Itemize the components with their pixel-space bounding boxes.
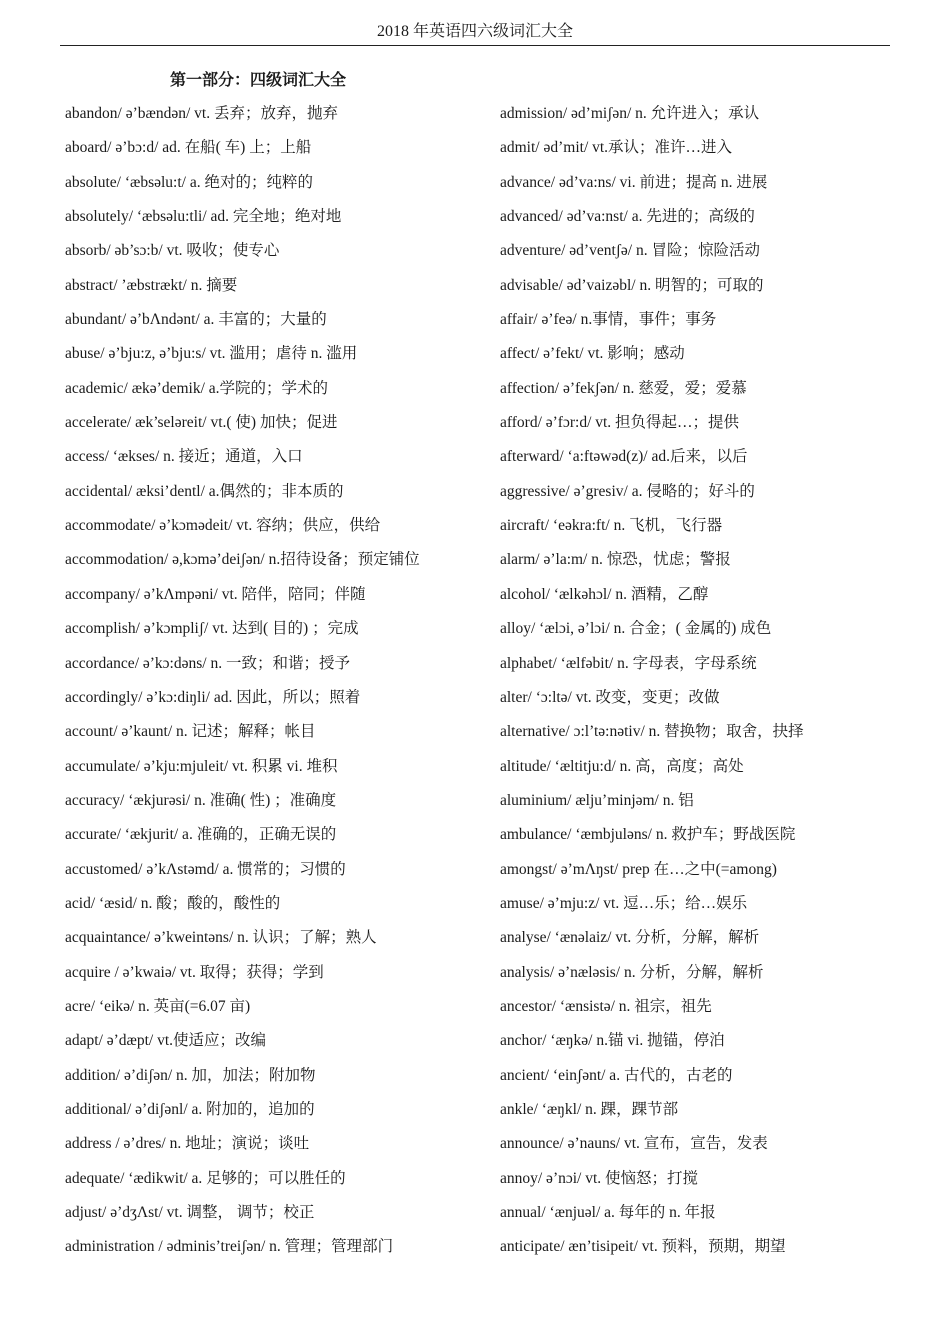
vocab-entry: accidental/ æksi’dentl/ a.偶然的；非本质的 <box>65 482 344 500</box>
vocab-entry: accommodation/ ə,kɔmə’deiʃən/ n.招待设备；预定铺位 <box>65 551 420 569</box>
vocab-entry: accelerate/ æk’seləreit/ vt.( 使) 加快；促进 <box>65 414 338 432</box>
page-header-title: 2018 年英语四六级词汇大全 <box>376 23 573 40</box>
vocab-entry: adapt/ ə’dæpt/ vt.使适应；改编 <box>65 1032 267 1050</box>
vocab-entry: access/ ‘ækses/ n. 接近；通道，入口 <box>65 448 303 466</box>
vocab-entry: acquaintance/ ə’kweintəns/ n. 认识；了解；熟人 <box>65 929 377 947</box>
vocab-entry: accurate/ ‘ækjurit/ a. 准确的，正确无误的 <box>65 826 337 844</box>
vocab-entry: annoy/ ə’nɔi/ vt. 使恼怒；打搅 <box>500 1169 699 1187</box>
vocab-entry: aggressive/ ə’gresiv/ a. 侵略的；好斗的 <box>500 482 755 500</box>
vocab-entry: acquire / ə’kwaiə/ vt. 取得；获得；学到 <box>65 963 324 981</box>
vocab-entry: ankle/ ‘æŋkl/ n. 踝，踝节部 <box>500 1100 679 1118</box>
vocab-entry: annual/ ‘ænjuəl/ a. 每年的 n. 年报 <box>500 1204 716 1221</box>
vocab-entry: adjust/ ə’dʒΛst/ vt. 调整， 调节；校正 <box>65 1204 315 1221</box>
vocab-entry: accordingly/ ə’kɔ:diŋli/ ad. 因此，所以；照着 <box>65 688 361 706</box>
section-title: 第一部分：四级词汇大全 <box>170 72 347 89</box>
vocab-entry: absorb/ əb’sɔ:b/ vt. 吸收；使专心 <box>65 242 280 260</box>
vocab-entry: ancestor/ ‘ænsistə/ n. 祖宗，祖先 <box>500 997 712 1015</box>
vocab-entry: affect/ ə’fekt/ vt. 影响；感动 <box>500 345 685 363</box>
vocab-entry: ambulance/ ‘æmbjuləns/ n. 救护车；野战医院 <box>500 826 796 844</box>
vocab-entry: abundant/ ə’bΛndənt/ a. 丰富的；大量的 <box>65 311 327 329</box>
vocab-entry: adventure/ əd’ventʃə/ n. 冒险；惊险活动 <box>500 242 760 260</box>
vocab-entry: affection/ ə’fekʃən/ n. 慈爱，爱；爱慕 <box>500 379 747 397</box>
vocab-entry: affair/ ə’feə/ n.事情，事件；事务 <box>500 311 717 329</box>
vocab-entry: alphabet/ ‘ælfəbit/ n. 字母表，字母系统 <box>500 654 757 672</box>
vocab-entry: accomplish/ ə’kɔmpliʃ/ vt. 达到( 目的) ；完成 <box>65 620 359 638</box>
page-header <box>60 18 890 46</box>
vocab-entry: addition/ ə’diʃən/ n. 加，加法；附加物 <box>65 1066 316 1084</box>
vocab-entry: advisable/ əd’vaizəbl/ n. 明智的；可取的 <box>500 276 764 294</box>
vocab-entry: abstract/ ’æbstrækt/ n. 摘要 <box>65 276 238 294</box>
vocab-entry: accommodate/ ə’kɔmədeit/ vt. 容纳；供应，供给 <box>65 517 381 535</box>
vocab-entry: accumulate/ ə’kju:mjuleit/ vt. 积累 vi. 堆积 <box>65 757 338 775</box>
vocab-entry: afford/ ə’fɔr:d/ vt. 担负得起…；提供 <box>500 414 740 432</box>
vocab-entry: acre/ ‘eikə/ n. 英亩(=6.07 亩) <box>65 997 251 1015</box>
vocab-entry: academic/ ækə’demik/ a.学院的；学术的 <box>65 379 329 397</box>
vocab-entry: aluminium/ ælju’minjəm/ n. 铝 <box>500 791 694 809</box>
vocab-entry: admission/ əd’miʃən/ n. 允许进入；承认 <box>500 105 760 122</box>
vocab-entry: adequate/ ‘ædikwit/ a. 足够的；可以胜任的 <box>65 1169 346 1187</box>
vocab-entry: aircraft/ ‘eəkra:ft/ n. 飞机，飞行器 <box>500 517 723 535</box>
vocab-entry: alter/ ‘ɔ:ltə/ vt. 改变，变更；改做 <box>500 688 720 706</box>
vocab-entry: accordance/ ə’kɔ:dəns/ n. 一致；和谐；授予 <box>65 654 350 672</box>
vocab-entry: anchor/ ‘æŋkə/ n.锚 vi. 抛锚，停泊 <box>500 1032 725 1050</box>
vocab-entry: accompany/ ə’kΛmpəni/ vt. 陪伴，陪同；伴随 <box>65 585 366 603</box>
vocab-entry: alloy/ ‘ælɔi, ə’lɔi/ n. 合金；( 金属的) 成色 <box>500 620 772 638</box>
vocab-entry: anticipate/ æn’tisipeit/ vt. 预料，预期，期望 <box>500 1238 786 1256</box>
vocab-column-right <box>500 97 920 1265</box>
vocab-entry: address / ə’dres/ n. 地址；演说；谈吐 <box>65 1135 310 1153</box>
vocab-entry: abuse/ ə’bju:z, ə’bju:s/ vt. 滥用；虐待 n. 滥用 <box>65 345 358 363</box>
vocab-entry: alarm/ ə’la:m/ n. 惊恐，忧虑；警报 <box>500 551 731 569</box>
vocab-column-left <box>65 97 495 1265</box>
vocab-entry: announce/ ə’nauns/ vt. 宣布，宣告，发表 <box>500 1135 768 1153</box>
vocab-entry: advanced/ əd’va:nst/ a. 先进的；高级的 <box>500 208 755 226</box>
vocab-entry: advance/ əd’va:ns/ vi. 前进；提高 n. 进展 <box>500 173 768 191</box>
vocab-entry: alternative/ ɔ:l’tə:nətiv/ n. 替换物；取舍，抉择 <box>500 723 804 741</box>
vocab-entry: acid/ ‘æsid/ n. 酸；酸的，酸性的 <box>65 894 281 912</box>
vocab-entry: accustomed/ ə’kΛstəmd/ a. 惯常的；习惯的 <box>65 860 346 878</box>
vocab-entry: amuse/ ə’mju:z/ vt. 逗…乐；给…娱乐 <box>500 894 748 912</box>
vocab-entry: abandon/ ə’bændən/ vt. 丢弃；放弃，抛弃 <box>65 105 338 122</box>
vocab-entry: afterward/ ‘a:ftəwəd(z)/ ad.后来，以后 <box>500 448 748 466</box>
vocab-entry: administration / ədminis’treiʃən/ n. 管理；管理部门 <box>65 1238 394 1256</box>
vocab-entry: absolutely/ ‘æbsəlu:tli/ ad. 完全地；绝对地 <box>65 208 342 226</box>
vocab-entry: analysis/ ə’næləsis/ n. 分析，分解，解析 <box>500 963 764 981</box>
vocab-entry: admit/ əd’mit/ vt.承认；准许…进入 <box>500 139 733 157</box>
vocab-entry: absolute/ ‘æbsəlu:t/ a. 绝对的；纯粹的 <box>65 173 313 191</box>
vocab-entry: amongst/ ə’mΛŋst/ prep 在…之中(=among) <box>500 860 777 878</box>
vocab-entry: altitude/ ‘æltitju:d/ n. 高，高度；高处 <box>500 757 744 775</box>
vocab-entry: additional/ ə’diʃənl/ a. 附加的，追加的 <box>65 1100 315 1118</box>
vocab-entry: account/ ə’kaunt/ n. 记述；解释；帐目 <box>65 723 316 741</box>
vocab-entry: alcohol/ ‘ælkəhɔl/ n. 酒精，乙醇 <box>500 585 709 603</box>
vocab-entry: accuracy/ ‘ækjurəsi/ n. 准确( 性) ；准确度 <box>65 791 337 809</box>
vocab-entry: analyse/ ‘ænəlaiz/ vt. 分析，分解，解析 <box>500 929 760 947</box>
vocab-entry: aboard/ ə’bɔ:d/ ad. 在船( 车) 上；上船 <box>65 139 312 157</box>
vocab-entry: ancient/ ‘einʃənt/ a. 古代的，古老的 <box>500 1066 733 1084</box>
